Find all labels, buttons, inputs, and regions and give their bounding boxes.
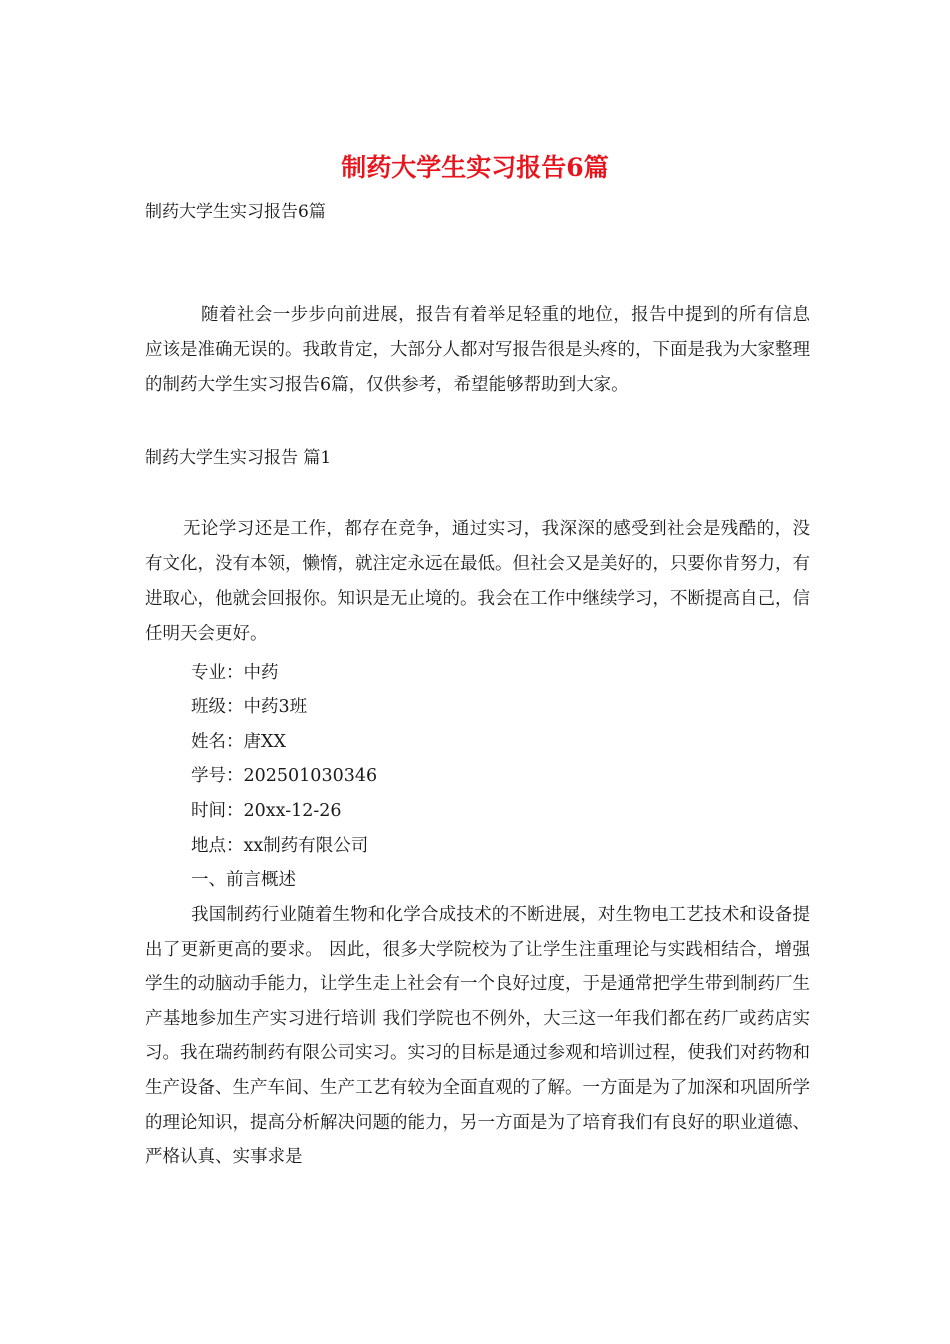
info-name: 姓名：唐XX (191, 732, 286, 752)
info-student-id: 学号：202501030346 (191, 766, 378, 786)
preface-paragraph: 我国制药行业随着生物和化学合成技术的不断进展，对生物电工艺技术和设备提出了更新更高的要求。 因此，很多大学院校为了让学生注重理论与实践相结合，增强学生的动脑动手能力，让学生走上社会有一个良好过度，于是通常把学生带到制药厂生产基地参加生产实习进行培训 我们学院也不例外，大三这一年我们都在药厂或药店实习。我在瑞药制药有限公司实习。实习的目标是通过参观和培训过程，使我们对药物和生产设备、生产车间、生产工艺有较为全面直观的了解。一方面是为了加深和巩固所学的理论知识，提高分析解决问题的能力，另一方面是为了培育我们有良好的职业道德、严格认真、实事求是 (145, 905, 810, 1168)
section1-heading: 制药大学生实习报告 篇1 (145, 448, 332, 468)
info-major: 专业：中药 (191, 663, 279, 683)
info-time: 时间：20xx-12-26 (191, 801, 342, 821)
preface-heading: 一、前言概述 (191, 870, 296, 890)
info-class: 班级：中药3班 (191, 697, 308, 717)
info-location: 地点：xx制药有限公司 (191, 836, 369, 856)
document-title: 制药大学生实习报告6篇 (341, 153, 609, 182)
document-subtitle: 制药大学生实习报告6篇 (145, 202, 326, 222)
section1-paragraph: 无论学习还是工作，都存在竞争，通过实习，我深深的感受到社会是残酷的，没有文化，没有本领，懒惰，就注定永远在最低。但社会又是美好的，只要你肯努力，有进取心，他就会回报你。知识是无止境的。我会在工作中继续学习，不断提高自己，信任明天会更好。 (145, 519, 810, 644)
intro-paragraph: 随着社会一步步向前进展，报告有着举足轻重的地位，报告中提到的所有信息应该是准确无误的。我敢肯定，大部分人都对写报告很是头疼的，下面是我为大家整理的制药大学生实习报告6篇，仅供参考，希望能够帮助到大家。 (145, 305, 810, 395)
